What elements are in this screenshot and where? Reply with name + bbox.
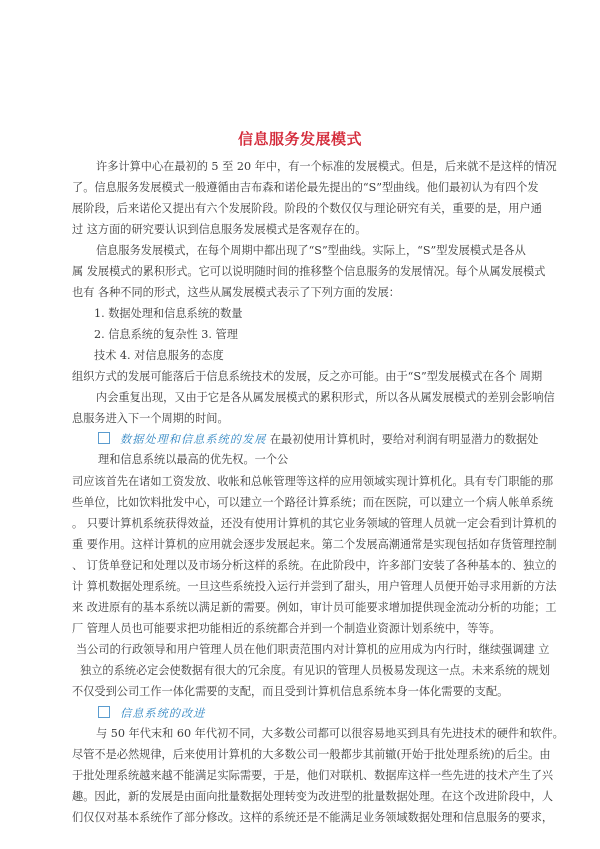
paragraph-line: 理和信息系统以最高的优先权。一个公	[98, 453, 289, 466]
paragraph-line: 组织方式的发展可能落后于信息系统技术的发展，反之亦可能。由于“S”型发展模式在各个 周期	[72, 370, 543, 383]
paragraph-line: 技术 4. 对信息服务的态度	[94, 349, 224, 362]
heading-text: 数据处理和信息系统的发展	[120, 433, 267, 446]
paragraph-line: 计 算机数据处理系统。一旦这些系统投入运行并尝到了甜头，用户管理人员便开始寻求用新的方法	[72, 580, 557, 593]
paragraph-line: 1. 数据处理和信息系统的数量	[94, 307, 243, 320]
paragraph-line: 过 这方面的研究要认识到信息服务发展模式是客观存在的。	[72, 223, 367, 236]
paragraph-line: 独立的系统必定会使数据有很大的冗余度。有见识的管理人员极易发现这一点。未来系统的规划	[80, 664, 550, 677]
checkbox-icon	[98, 432, 110, 444]
paragraph-line: 司应该首先在诸如工资发放、收帐和总帐管理等这样的应用领域实现计算机化。具有专门职能的那	[72, 475, 554, 488]
paragraph-line: 内会重复出现，又由于它是各从属发展模式的累积形式，所以各从属发展模式的差别会影响信	[96, 391, 555, 404]
paragraph-line: 、 订货单登记和处理以及市场分析这样的系统。在此阶段中，许多部门安装了各种基本的、独立的	[72, 559, 557, 572]
paragraph-line: 于批处理系统越来越不能满足实际需要，于是，他们对联机、数据库这样一些先进的技术产生了兴	[72, 769, 554, 782]
section-heading-improvement	[98, 706, 205, 721]
section-heading-data-processing	[98, 432, 538, 447]
heading-text: 信息系统的改进	[120, 707, 206, 720]
paragraph-line: 2. 信息系统的复杂性 3. 管理	[94, 328, 238, 341]
paragraph-line: 。 只要计算机系统获得效益，还没有使用计算机的其它业务领域的管理人员就一定会看到计算机的	[72, 517, 557, 530]
paragraph-line: 趣。因此，新的发展是由面向批量数据处理转变为改进型的批量数据处理。在这个改进阶段中，人	[72, 790, 554, 803]
paragraph-line: 尽管不是必然规律，后来使用计算机的大多数公司一般都步其前辙(开始于批处理系统)的后尘。由	[72, 748, 551, 761]
paragraph-line: 与 50 年代末和 60 年代初不同，大多数公司都可以很容易地买到具有先进技术的硬件和软件。	[96, 727, 564, 740]
paragraph-line: 息服务进入下一个周期的时间。	[72, 412, 229, 425]
paragraph-line: 展阶段，后来诺伦又提出有六个发展阶段。阶段的个数仅仅与理论研究有关，重要的是，用户通	[72, 202, 542, 215]
paragraph-line: 许多计算中心在最初的 5 至 20 年中，有一个标准的发展模式。但是，后来就不是这样的情况	[96, 160, 557, 173]
paragraph-line: 厂 管理人员也可能要求把功能相近的系统都合并到一个制造业资源计划系统中，等等。	[72, 622, 501, 635]
paragraph-text: 在最初使用计算机时，要给对利润有明显潜力的数据处	[266, 433, 539, 446]
paragraph-line: 信息服务发展模式，在每个周期中都出现了“S”型曲线。实际上，“S”型发展模式是各从	[96, 244, 526, 257]
paragraph-line: 不仅受到公司工作一体化需要的支配，而且受到计算机信息系统本身一体化需要的支配。	[72, 685, 509, 698]
document-title: 信息服务发展模式	[237, 130, 362, 148]
paragraph-line: 当公司的行政领导和用户管理人员在他们职责范围内对计算机的应用成为内行时，继续强调建 立	[76, 643, 550, 656]
paragraph-line: 来 改进原有的基本系统以满足新的需要。例如，审计员可能要求增加提供现金流动分析的功能；工	[72, 601, 557, 614]
paragraph-line: 些单位，比如饮料批发中心，可以建立一个路径计算系统；而在医院，可以建立一个病人帐单系统	[72, 496, 554, 509]
paragraph-line: 也有 各种不同的形式，这些从属发展模式表示了下列方面的发展：	[72, 286, 400, 299]
paragraph-line: 属 发展模式的累积形式。它可以说明随时间的推移整个信息服务的发展情况。每个从属发展模式	[72, 265, 546, 278]
paragraph-line: 了。信息服务发展模式一般遵循由吉布森和诺伦最先提出的“S”型曲线。他们最初认为有四个发	[72, 181, 539, 194]
checkbox-icon	[98, 706, 110, 718]
paragraph-line: 们仅仅对基本系统作了部分修改。这样的系统还是不能满足业务领域数据处理和信息服务的要求，	[72, 811, 554, 824]
paragraph-line: 重 要作用。这样计算机的应用就会逐步发展起来。第二个发展高潮通常是实现包括如存货管理控制	[72, 538, 557, 551]
